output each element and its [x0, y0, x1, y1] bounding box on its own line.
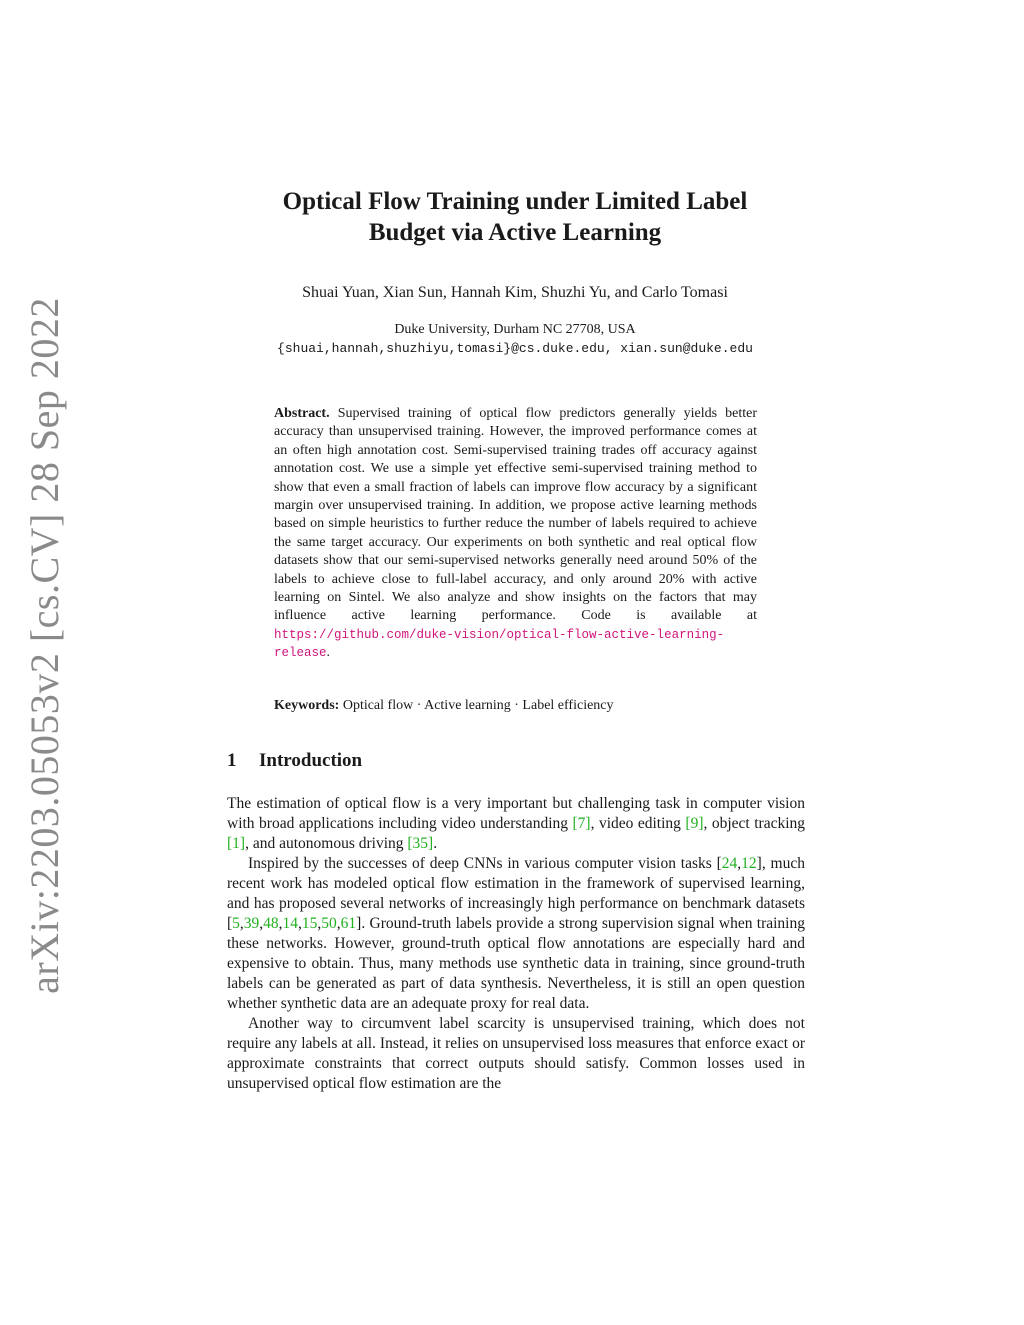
section-heading — [227, 750, 362, 772]
citation-link[interactable]: 48 — [263, 915, 279, 932]
keywords-text: Optical flow · Active learning · Label efficiency — [342, 698, 614, 713]
citation-link[interactable]: 5 — [232, 915, 240, 932]
citation-group: 5,39,48,14,15,50,61 — [232, 915, 357, 932]
keywords-label: Keywords: — [274, 698, 340, 713]
citation-link[interactable]: [9] — [685, 815, 704, 832]
text-run: The estimation of optical flow is a very important but challenging task in computer vision with broad applications including video understanding — [227, 795, 805, 832]
affiliation: Duke University, Durham NC 27708, USA — [394, 322, 636, 337]
author-list: Shuai Yuan, Xian Sun, Hannah Kim, Shuzhi Yu, and Carlo Tomasi — [302, 284, 728, 301]
introduction-body — [227, 794, 805, 1094]
title-line-2: Budget via Active Learning — [368, 219, 662, 246]
paragraph-2 — [227, 854, 805, 1014]
citation-link[interactable]: 12 — [741, 855, 757, 872]
paragraph-3: Another way to circumvent label scarcity is unsupervised training, which does not require any labels at all. Instead, it relies on unsupervised loss measures that enforce exact or approximate constraints that correct outputs should satisfy. Common losses used in unsupervised optical flow estimation are the — [227, 1015, 805, 1092]
code-link[interactable]: https://github.com/duke-vision/optical-flow-active-learning-release — [274, 627, 725, 661]
citation-link[interactable]: 24 — [721, 855, 738, 872]
paragraph-1 — [227, 794, 805, 854]
citation-link[interactable]: [35] — [407, 835, 434, 852]
keywords — [274, 698, 757, 714]
citation-link[interactable]: 15 — [301, 915, 318, 932]
text-run: , — [737, 855, 742, 872]
citation-link[interactable]: [1] — [227, 835, 246, 852]
text-run: ], much recent work has modeled optical flow estimation in the framework of supervised learning, and has proposed several networks of increasingly high performance on benchmark datasets [ — [227, 855, 805, 932]
abstract-label: Abstract. — [274, 406, 330, 421]
section-title: Introduction — [259, 750, 363, 771]
text-run: Inspired by the successes of deep CNNs in various computer vision tasks [ — [248, 855, 722, 872]
arxiv-id-text: arXiv:2203.05053v2 [cs.CV] 28 Sep 2022 — [21, 296, 67, 994]
arxiv-identifier — [14, 296, 74, 994]
citation-link[interactable]: 39 — [243, 915, 260, 932]
abstract-text: Supervised training of optical flow predictors generally yields better accuracy than unsupervised training. However, the improved performance comes at an often high annotation cost. Semi-supervised training trades off accuracy against annotation cost. We use a simple yet effective semi-supervised training method to show that even a small fraction of labels can improve flow accuracy by a significant margin over unsupervised training. In addition, we propose active learning methods based on simple heuristics to further reduce the number of labels required to achieve the same target accuracy. Our experiments on both synthetic and real optical flow datasets show that our semi-supervised networks generally need around 50% of the labels to achieve close to full-label accuracy, and only around 20% with active learning on Sintel. We also analyze and show insights on the factors that may influence active learning performance. Code is available at — [274, 406, 757, 624]
citation-link[interactable]: 50 — [321, 915, 337, 932]
text-run: , object tracking — [703, 815, 806, 832]
title-line-1: Optical Flow Training under Limited Label — [282, 188, 748, 215]
text-run: , and autonomous driving — [245, 835, 408, 852]
citation-link[interactable]: [7] — [572, 815, 591, 832]
section-number: 1 — [227, 750, 237, 771]
citation-link[interactable]: 61 — [340, 915, 357, 932]
author-emails: {shuai,hannah,shuzhiyu,tomasi}@cs.duke.edu, xian.sun@duke.edu — [277, 341, 753, 356]
paper-title — [180, 186, 850, 248]
text-run: . — [433, 835, 438, 852]
abstract-end: . — [326, 645, 331, 661]
abstract — [274, 405, 757, 663]
text-run: , video editing — [590, 815, 686, 832]
text-run: ]. Ground-truth labels provide a strong supervision signal when training these networks. However, ground-truth optical flow annotations are especially hard and expensive to obtain. Thus, many methods use synthetic data in training, since ground-truth labels can be generated as part of data synthesis. Nevertheless, it is still an open question whether synthetic data are an adequate proxy for real data. — [227, 915, 805, 1012]
citation-link[interactable]: 14 — [282, 915, 299, 932]
